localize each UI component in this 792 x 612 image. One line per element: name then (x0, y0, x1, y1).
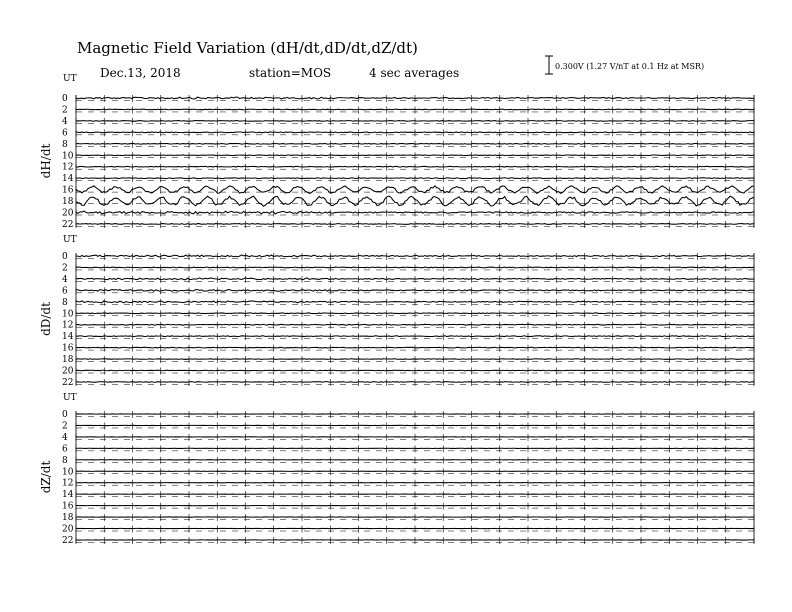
hour-trace (76, 359, 754, 360)
time-axis-label: UT (63, 235, 77, 245)
hour-tick-label: 8 (62, 139, 68, 150)
hour-tick-label: 12 (62, 320, 74, 331)
hour-tick-label: 16 (62, 185, 74, 196)
hour-trace (76, 324, 754, 325)
hour-trace (76, 143, 754, 144)
hour-tick-label: 14 (62, 332, 74, 343)
hour-tick-label: 2 (62, 421, 68, 432)
scale-label: 0.300V (1.27 V/nT at 0.1 Hz at MSR) (555, 62, 705, 71)
hour-trace (76, 336, 754, 337)
hour-tick-label: 8 (62, 455, 68, 466)
hour-tick-label: 2 (62, 263, 68, 274)
hour-tick-label: 4 (62, 274, 68, 285)
hour-tick-label: 12 (62, 162, 74, 173)
chart-title: Magnetic Field Variation (dH/dt,dD/dt,dZ/dt) (77, 39, 418, 57)
hour-tick-label: 0 (62, 410, 68, 420)
y-axis-label: dH/dt (39, 143, 53, 179)
hour-tick-label: 22 (62, 377, 74, 388)
hour-tick-label: 12 (62, 478, 74, 489)
hour-tick-label: 6 (62, 444, 68, 455)
hour-tick-label: 2 (62, 105, 68, 116)
hour-tick-label: 18 (62, 355, 74, 366)
hour-tick-label: 8 (62, 297, 68, 308)
hour-tick-label: 0 (62, 94, 68, 104)
y-axis-label: dD/dt (39, 302, 53, 336)
hour-tick-label: 18 (62, 197, 74, 208)
time-axis-label: UT (63, 74, 77, 84)
hour-tick-label: 6 (62, 286, 68, 297)
hour-trace (76, 155, 754, 156)
station-label: station=MOS (249, 66, 332, 80)
hour-trace (76, 121, 754, 122)
panel-dZ-dt (39, 393, 754, 546)
averaging-label: 4 sec averages (369, 66, 460, 80)
hour-tick-label: 4 (62, 116, 68, 127)
hour-trace (76, 224, 754, 225)
hour-tick-label: 16 (62, 501, 74, 512)
hour-tick-label: 6 (62, 128, 68, 139)
panel-dD-dt (39, 235, 754, 388)
hour-tick-label: 18 (62, 513, 74, 524)
hour-trace (76, 109, 754, 110)
hour-tick-label: 22 (62, 535, 74, 546)
y-axis-label: dZ/dt (39, 460, 53, 494)
hour-tick-label: 14 (62, 490, 74, 501)
hour-tick-label: 20 (62, 208, 74, 219)
hour-tick-label: 10 (62, 467, 74, 478)
scale-bar-icon (545, 56, 553, 74)
hour-trace (76, 313, 754, 314)
hour-trace (76, 166, 754, 167)
date-label: Dec.13, 2018 (100, 66, 181, 80)
hour-tick-label: 10 (62, 151, 74, 162)
hour-tick-label: 22 (62, 219, 74, 230)
hour-trace (76, 370, 754, 371)
hour-tick-label: 4 (62, 432, 68, 443)
hour-trace (76, 267, 754, 268)
hour-tick-label: 0 (62, 252, 68, 262)
time-axis-label: UT (63, 393, 77, 403)
hour-tick-label: 20 (62, 524, 74, 535)
hour-tick-label: 14 (62, 174, 74, 185)
hour-tick-label: 10 (62, 309, 74, 320)
panel-dH-dt (39, 74, 754, 230)
hour-tick-label: 16 (62, 343, 74, 354)
hour-trace (76, 382, 754, 383)
hour-tick-label: 20 (62, 366, 74, 377)
